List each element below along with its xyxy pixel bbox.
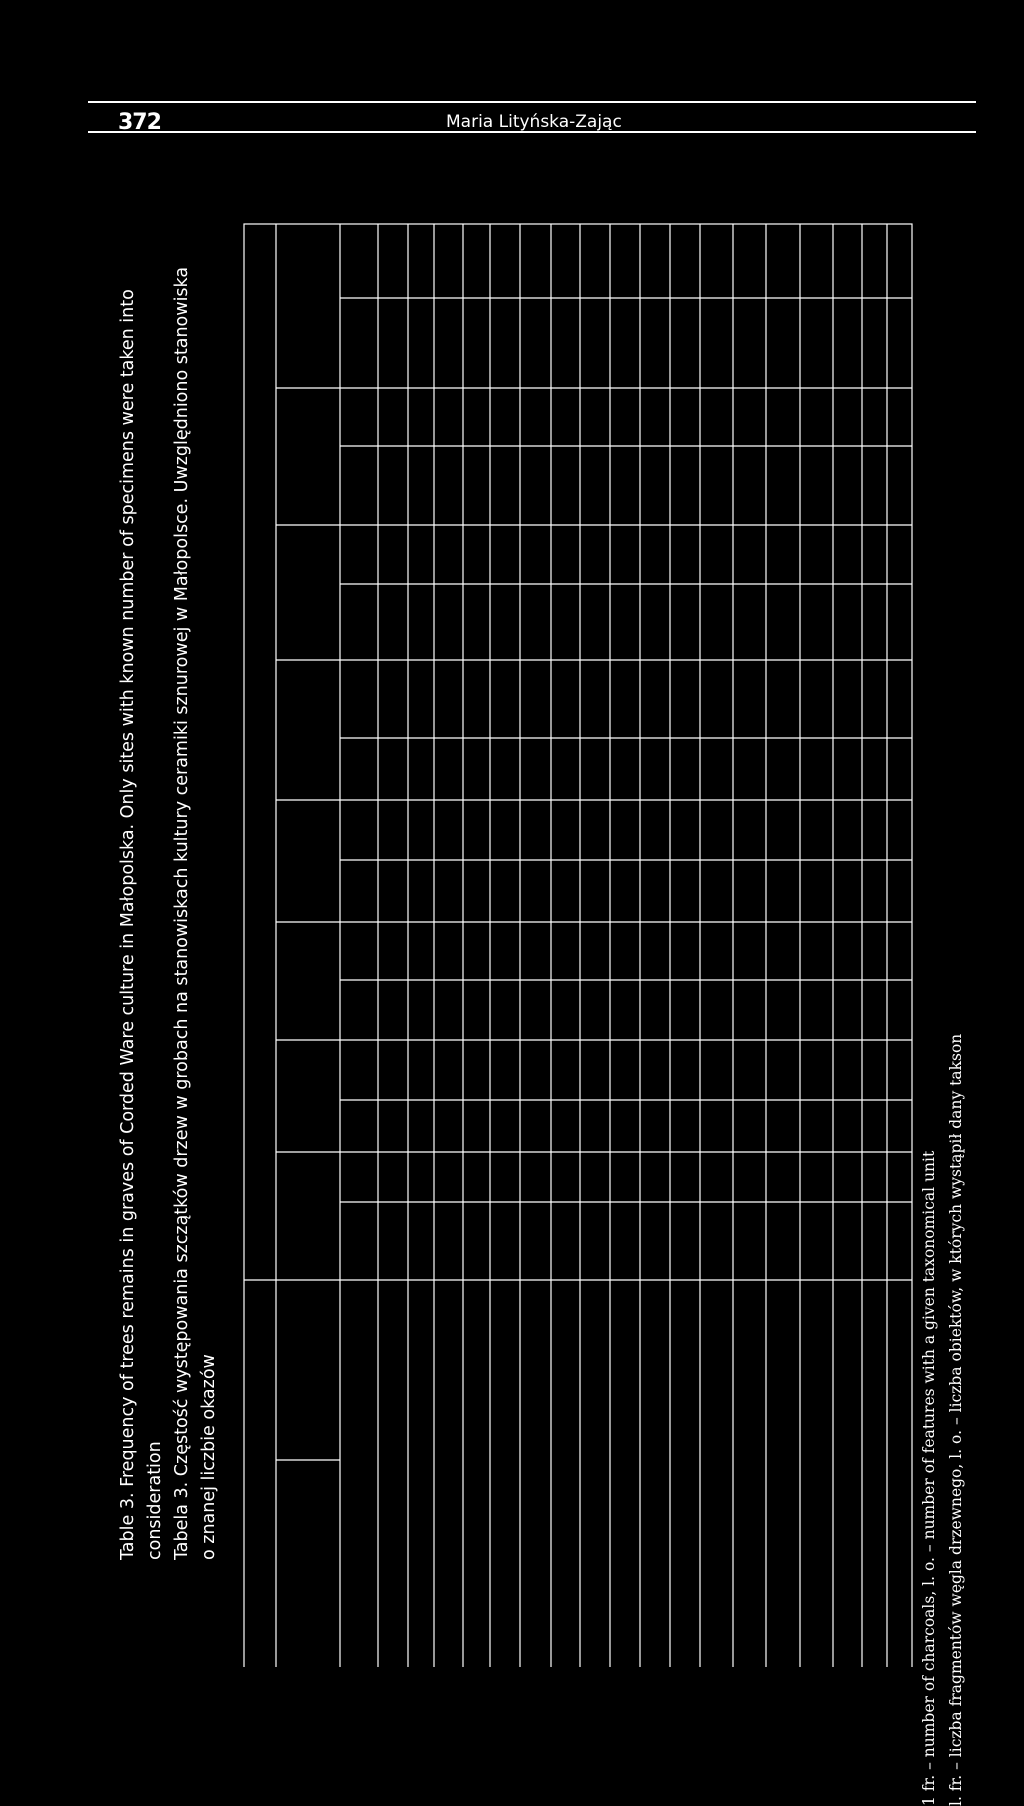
page-number: 372	[118, 110, 161, 135]
running-head-author: Maria Lityńska-Zając	[446, 112, 622, 132]
caption-english-continued: consideration	[145, 1441, 165, 1560]
legend-polish: l. fr. – liczba fragmentów węgla drzewnego, l. o. – liczba obiektów, w których wystąpił dany takson	[947, 1033, 965, 1806]
table-frame	[244, 224, 912, 1667]
caption-polish-continued: o znanej liczbie okazów	[199, 1354, 219, 1560]
caption-english: Table 3. Frequency of trees remains in graves of Corded Ware culture in Małopolska. Only sites with known number of specimens were taken into	[118, 289, 138, 1560]
caption-polish: Tabela 3. Częstość występowania szczątków drzew w grobach na stanowiskach kultury ceramiki sznurowej w Małopolsce. Uwzględniono stanowiska	[172, 266, 192, 1560]
table-gridlines	[244, 224, 912, 1667]
legend-english: 1 fr. – number of charcoals, l. o. – number of features with a given taxonomical unit	[920, 1150, 938, 1806]
